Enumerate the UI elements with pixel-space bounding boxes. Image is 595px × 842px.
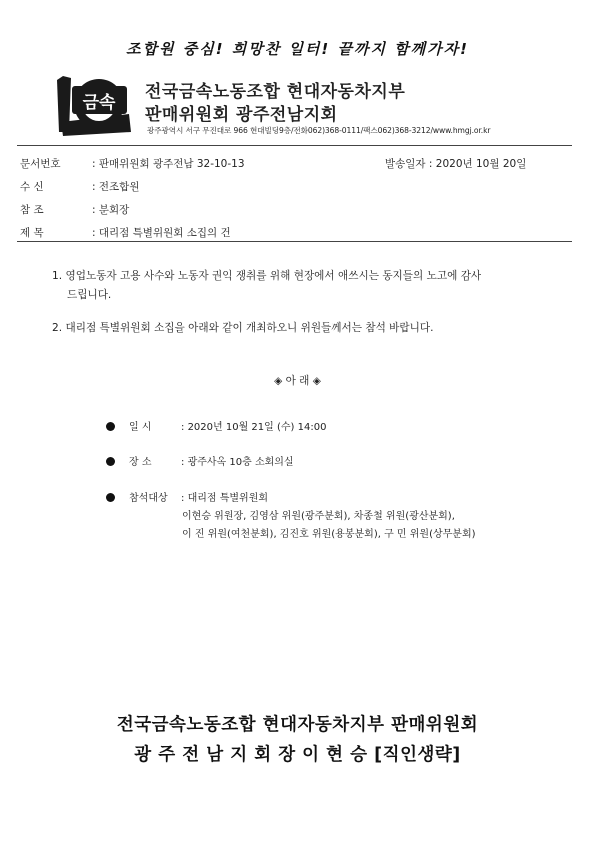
paragraph-1-line-2: 드립니다. <box>67 289 112 301</box>
recipient-label: 수 신 <box>20 181 44 193</box>
datetime-row: 일 시 : 2020년 10월 21일 (수) 14:00 <box>106 418 326 433</box>
datetime: 2020년 10월 21일 (수) 14:00 <box>187 422 327 433</box>
sent-date-row: 발송일자 : 2020년 10월 20일 <box>385 158 527 170</box>
org-name-line1: 전국금속노동조합 현대자동차지부 <box>145 82 406 102</box>
sent-date: 2020년 10월 20일 <box>435 158 527 170</box>
doc-number: 판매위원회 광주전남 32-10-13 <box>98 158 245 170</box>
reference: 분회장 <box>98 204 130 216</box>
place-label: 장 소 <box>129 457 152 468</box>
slogan: 조합원 중심! 희망찬 일터! 끝까지 함께가자! <box>126 40 469 58</box>
bullet-icon <box>106 422 115 431</box>
reference-label: 참 조 <box>20 204 44 216</box>
recipient-row: 수 신 : 전조합원 <box>20 181 140 193</box>
org-name-line2: 판매위원회 광주전남지회 <box>145 105 338 125</box>
header-divider <box>17 145 572 146</box>
bullet-icon <box>106 493 115 502</box>
union-logo <box>55 72 133 138</box>
recipient: 전조합원 <box>98 181 140 193</box>
paragraph-2: 2. 대리점 특별위원회 소집을 아래와 같이 개최하오니 위원들께서는 참석 바랍니다. <box>52 322 434 334</box>
subject-row: 제 목 : 대리점 특별위원회 소집의 건 <box>20 227 231 239</box>
sent-date-label: 발송일자 <box>385 158 426 170</box>
address-line: 광주광역시 서구 무진대로 966 현대빌딩9층/전화062)368-0111/팩스062)368-3212/www.hmgj.or.kr <box>147 126 491 135</box>
below-heading: ◈ 아 래 ◈ <box>274 375 321 387</box>
paragraph-1-line-1: 1. 영업노동자 고용 사수와 노동자 권익 쟁취를 위해 현장에서 애쓰시는 동지들의 노고에 감사 <box>52 270 482 282</box>
doc-number-label: 문서번호 <box>20 158 61 170</box>
attendees-row: 참석대상 : 대리점 특별위원회 <box>106 489 268 504</box>
signature-line-1: 전국금속노동조합 현대자동차지부 판매위원회 <box>116 715 479 735</box>
bullet-icon <box>106 457 115 466</box>
doc-number-row: 문서번호 : 판매위원회 광주전남 32-10-13 <box>20 158 245 170</box>
reference-row: 참 조 : 분회장 <box>20 204 130 216</box>
subject-divider <box>17 241 572 242</box>
signature-line-2: 광 주 전 남 지 회 장 이 현 승 [직인생략] <box>134 745 461 765</box>
logo-text: 금속 <box>82 93 116 113</box>
attendees-line-2: 이현승 위원장, 김영삼 위원(광주분회), 차종철 위원(광산분회), <box>182 511 455 522</box>
attendees-group: 대리점 특별위원회 <box>187 493 269 504</box>
subject: 대리점 특별위원회 소집의 건 <box>98 227 231 239</box>
place: 광주사옥 10층 소회의실 <box>187 457 294 468</box>
attendees-line-3: 이 진 위원(여천분회), 김진호 위원(용봉분회), 구 민 위원(상무분회) <box>182 529 476 540</box>
datetime-label: 일 시 <box>129 422 152 433</box>
subject-label: 제 목 <box>20 227 44 239</box>
attendees-label: 참석대상 <box>129 493 168 504</box>
place-row: 장 소 : 광주사옥 10층 소회의실 <box>106 453 294 468</box>
